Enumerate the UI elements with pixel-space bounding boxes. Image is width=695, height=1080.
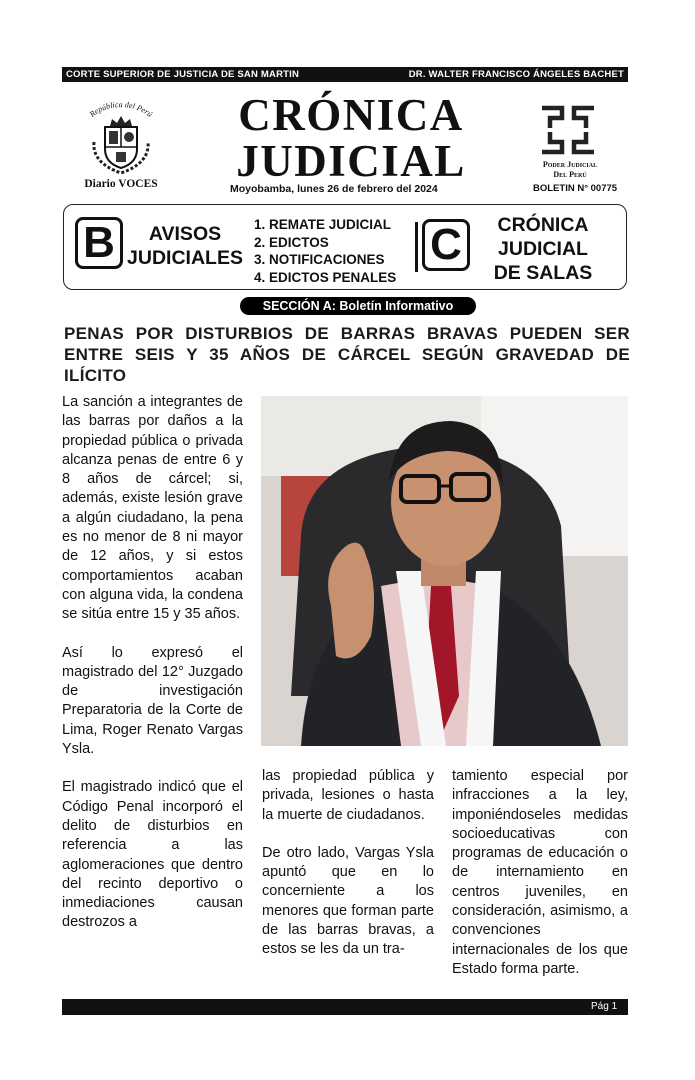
cronica-judicial-de-salas bbox=[478, 213, 608, 285]
masthead-title bbox=[226, 92, 476, 184]
divider bbox=[415, 222, 418, 272]
list-item: 2. EDICTOS bbox=[254, 234, 329, 250]
court-name: CORTE SUPERIOR DE JUSTICIA DE SAN MARTIN bbox=[66, 69, 300, 80]
article-column-2 bbox=[262, 767, 434, 979]
top-bar bbox=[62, 67, 628, 82]
pj-line-2: Del Perú bbox=[553, 170, 587, 179]
paragraph: De otro lado, Vargas Ysla apuntó que en lo concerniente a los menores que forman parte de las barras bravas, a estos se les da un tra- bbox=[262, 844, 434, 958]
diario-voces: Diario VOCES bbox=[84, 178, 158, 190]
svg-text:República del Perú bbox=[87, 100, 154, 119]
list-item: 1. REMATE JUDICIAL bbox=[254, 217, 392, 232]
avisos-line-1: AVISOS bbox=[148, 223, 222, 245]
cron-line-3: DE SALAS bbox=[493, 262, 593, 284]
republic-label: República del Perú bbox=[87, 100, 155, 119]
magistrate-photo bbox=[261, 396, 628, 746]
boletin-number: BOLETIN N° 00775 bbox=[533, 183, 618, 194]
avisos-judiciales bbox=[123, 222, 247, 270]
title-line-1: CRÓNICA bbox=[238, 90, 464, 140]
dateline: Moyobamba, lunes 26 de febrero del 2024 bbox=[230, 183, 438, 195]
article-column-3 bbox=[452, 767, 628, 998]
paragraph: tamiento especial por infracciones a la ley, imponiéndoseles medidas socioeducativas con programas de educación o de internamiento en centros juveniles, en consideración, asimismo, a convenciones internacionales de los que Estado forma parte. bbox=[452, 768, 628, 977]
poder-judicial-name bbox=[536, 160, 604, 180]
poder-judicial-logo-icon bbox=[538, 104, 598, 156]
avisos-line-2: JUDICIALES bbox=[127, 247, 243, 269]
article-headline: PENAS POR DISTURBIOS DE BARRAS BRAVAS PUEDEN SER ENTRE SEIS Y 35 AÑOS DE CÁRCEL SEGÚN GRAVEDAD DE ILÍCITO bbox=[64, 324, 630, 385]
paragraph: La sanción a integrantes de las barras por daños a la propiedad pública o privada alcanza penas de entre 6 y 8 años de cárcel; si, además, existe lesión grave a algún ciudadano, la pena es no menor de 8 ni mayor de 12 años, y si estos comportamientos acaban con alguna vida, la condena se sitúa entre 15 y 35 años. bbox=[62, 394, 243, 623]
judge-name: DR. WALTER FRANCISCO ÁNGELES BACHET bbox=[408, 69, 624, 80]
article-column-1 bbox=[62, 393, 243, 952]
list-item: 4. EDICTOS PENALES bbox=[254, 269, 397, 285]
list-item: 3. NOTIFICACIONES bbox=[254, 252, 385, 267]
paragraph: El magistrado indicó que el Código Penal incorporó el delito de disturbios en referencia a las aglomeraciones que dentro del recinto deportivo o inmediaciones causan destrozos a bbox=[62, 779, 243, 931]
cron-line-1: CRÓNICA bbox=[497, 214, 589, 236]
title-line-2: JUDICIAL bbox=[236, 136, 466, 186]
letter-c-badge: C bbox=[422, 219, 470, 271]
cron-line-2: JUDICIAL bbox=[498, 238, 588, 260]
footer-bar bbox=[62, 999, 628, 1015]
photo-illustration bbox=[261, 396, 628, 746]
coat-of-arms-icon bbox=[72, 97, 170, 177]
section-label: SECCIÓN A: Boletín Informativo bbox=[240, 297, 476, 315]
page-number: Pág 1 bbox=[591, 1001, 618, 1012]
peru-seal bbox=[72, 97, 170, 197]
paragraph: Así lo expresó el magistrado del 12° Juzgado de investigación Preparatoria de la Corte de Lima, Roger Renato Vargas Ysla. bbox=[62, 644, 243, 758]
avisos-list bbox=[254, 216, 396, 286]
letter-b-badge: B bbox=[75, 217, 123, 269]
paragraph: las propiedad pública y privada, lesiones o hasta la muerte de ciudadanos. bbox=[262, 768, 434, 823]
pj-line-1: Poder Judicial bbox=[542, 160, 598, 169]
